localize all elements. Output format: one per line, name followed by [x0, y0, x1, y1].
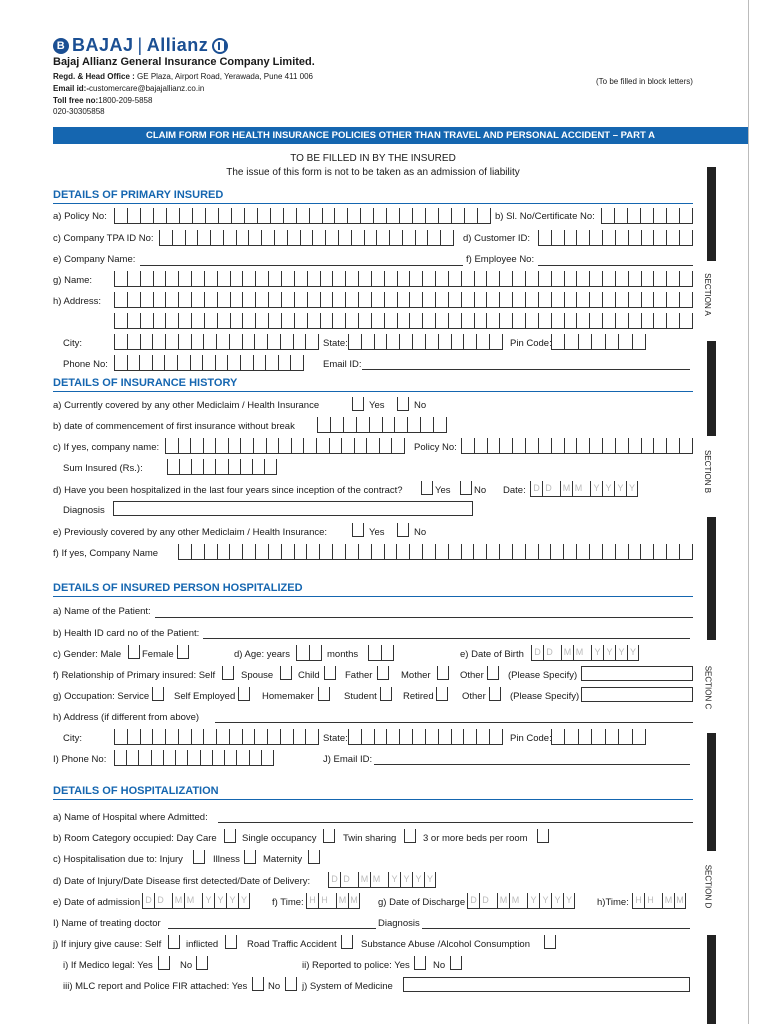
- b-policy-no-label: Policy No:: [414, 442, 457, 453]
- patient-name-label: a) Name of the Patient:: [53, 606, 151, 617]
- system-medicine-box[interactable]: [403, 977, 690, 992]
- covered-no-checkbox[interactable]: [397, 397, 409, 411]
- rel-mother-label: Mother: [401, 670, 431, 681]
- rel-father-checkbox[interactable]: [377, 666, 389, 680]
- section-b-label: SECTION B: [703, 449, 713, 494]
- hospitalized-date-label: Date:: [503, 485, 526, 496]
- police-no-checkbox[interactable]: [450, 956, 462, 970]
- occ-self-employed-checkbox[interactable]: [238, 687, 250, 701]
- hospitalized-label: d) Have you been hospitalized in the last four years since inception of the contract?: [53, 485, 403, 496]
- b-company-name-boxes[interactable]: [165, 438, 405, 454]
- occ-other-checkbox[interactable]: [489, 687, 501, 701]
- medico-no-checkbox[interactable]: [196, 956, 208, 970]
- section-c-rule: [53, 596, 693, 597]
- section-d-bar-bottom: [707, 935, 716, 1024]
- c-city-label: City:: [63, 733, 82, 744]
- dob-boxes[interactable]: D D M M Y Y Y Y: [531, 645, 639, 661]
- hospital-name-line[interactable]: [218, 822, 693, 823]
- room-single-checkbox[interactable]: [323, 829, 335, 843]
- d-diagnosis-label: Diagnosis: [378, 918, 420, 929]
- employee-no-line[interactable]: [538, 265, 693, 266]
- office-line: [53, 72, 313, 81]
- phone-boxes[interactable]: [114, 355, 304, 371]
- occ-retired-label: Retired: [403, 691, 434, 702]
- logo-text-left: BAJAJ: [72, 35, 134, 55]
- medico-no-label: No: [180, 960, 193, 971]
- c-address-line[interactable]: [215, 722, 693, 723]
- bajaj-logo-icon: B: [53, 38, 69, 54]
- room-twin-label: Twin sharing: [343, 833, 397, 844]
- hospitalized-yes-checkbox[interactable]: [421, 481, 433, 495]
- hospitalized-no-label: No: [474, 485, 487, 496]
- rel-mother-checkbox[interactable]: [437, 666, 449, 680]
- c-state-boxes[interactable]: [348, 729, 503, 745]
- section-d-rule: [53, 799, 693, 800]
- c-phone-label: I) Phone No:: [53, 754, 107, 765]
- c-pin-code-boxes[interactable]: [551, 729, 646, 745]
- hospital-name-label: a) Name of Hospital where Admitted:: [53, 812, 208, 823]
- due-illness-checkbox[interactable]: [244, 850, 256, 864]
- company-name-label: e) Company Name:: [53, 254, 136, 265]
- gender-female-label: Female: [142, 649, 174, 660]
- patient-name-line[interactable]: [155, 617, 693, 618]
- email-id-line[interactable]: [362, 369, 690, 370]
- diagnosis-box[interactable]: [113, 501, 473, 516]
- hospitalized-yes-label: Yes: [435, 485, 451, 496]
- due-injury-label: c) Hospitalisation due to: Injury: [53, 854, 183, 865]
- c-pin-code-label: Pin Code:: [510, 733, 552, 744]
- sum-insured-boxes[interactable]: [167, 459, 277, 475]
- tollfree-value: 1800-209-5858: [98, 96, 153, 105]
- rel-specify-box[interactable]: [581, 666, 693, 681]
- email-line: [53, 84, 204, 93]
- admission-time-boxes[interactable]: H H M M: [306, 893, 360, 909]
- tollfree-line: [53, 96, 152, 105]
- rel-spouse-checkbox[interactable]: [280, 666, 292, 680]
- mlc-yes-checkbox[interactable]: [252, 977, 264, 991]
- intro-line-2: The issue of this form is not to be taken as an admission of liability: [226, 167, 520, 178]
- email-value: customercare@bajajallianz.co.in: [89, 84, 205, 93]
- c-phone-boxes[interactable]: [114, 750, 274, 766]
- mlc-no-checkbox[interactable]: [285, 977, 297, 991]
- page-edge: [748, 0, 749, 1024]
- commencement-label: b) date of commencement of first insurance without break: [53, 421, 295, 432]
- section-a-rule: [53, 203, 693, 204]
- diagnosis-label: Diagnosis: [63, 505, 105, 516]
- occupation-label: g) Occupation: Service: [53, 691, 150, 702]
- state-label: State:: [323, 338, 348, 349]
- gender-male-checkbox[interactable]: [128, 645, 140, 659]
- tpa-id-boxes[interactable]: [159, 230, 454, 246]
- sl-no-boxes[interactable]: [601, 208, 693, 224]
- section-c-label: SECTION C: [703, 665, 713, 710]
- doctor-label: I) Name of treating doctor: [53, 918, 161, 929]
- rel-child-label: Child: [298, 670, 320, 681]
- cause-road-checkbox[interactable]: [341, 935, 353, 949]
- due-maternity-checkbox[interactable]: [308, 850, 320, 864]
- occ-service-checkbox[interactable]: [152, 687, 164, 701]
- cause-inflicted-checkbox[interactable]: [225, 935, 237, 949]
- age-months-boxes[interactable]: [368, 645, 394, 661]
- relationship-label: f) Relationship of Primary insured: Self: [53, 670, 216, 681]
- section-c-title: DETAILS OF INSURED PERSON HOSPITALIZED: [53, 582, 303, 594]
- previously-yes-checkbox[interactable]: [352, 523, 364, 537]
- pin-code-label: Pin Code:: [510, 338, 552, 349]
- room-daycare-label: b) Room Category occupied: Day Care: [53, 833, 217, 844]
- section-d-label: SECTION D: [703, 864, 713, 909]
- c-email-label: J) Email ID:: [323, 754, 373, 765]
- rel-other-checkbox[interactable]: [487, 666, 499, 680]
- previously-yes-label: Yes: [369, 527, 385, 538]
- cause-inflicted-label: inflicted: [186, 939, 219, 950]
- age-years-label: d) Age: years: [234, 649, 290, 660]
- covered-label: a) Currently covered by any other Mediclaim / Health Insurance: [53, 400, 320, 411]
- block-letters-note: (To be filled in block letters): [596, 77, 693, 86]
- due-injury-checkbox[interactable]: [193, 850, 205, 864]
- previously-no-checkbox[interactable]: [397, 523, 409, 537]
- section-a-bar-bottom: [707, 341, 716, 436]
- previously-no-label: No: [414, 527, 427, 538]
- policy-no-label: a) Policy No:: [53, 211, 107, 222]
- mlc-no-label: No: [268, 981, 281, 992]
- section-d-title: DETAILS OF HOSPITALIZATION: [53, 785, 219, 797]
- covered-yes-label: Yes: [369, 400, 385, 411]
- section-a-title: DETAILS OF PRIMARY INSURED: [53, 189, 224, 201]
- gender-male-label: c) Gender: Male: [53, 649, 122, 660]
- hospitalized-date-boxes[interactable]: D D M M Y Y Y Y: [530, 481, 638, 497]
- office-address: GE Plaza, Airport Road, Yerawada, Pune 411 006: [137, 72, 314, 81]
- health-id-label: b) Health ID card no of the Patient:: [53, 628, 200, 639]
- discharge-date-boxes[interactable]: D D M M Y Y Y Y: [467, 893, 575, 909]
- rel-spouse-label: Spouse: [241, 670, 274, 681]
- rel-specify-label: (Please Specify): [508, 670, 578, 681]
- customer-id-label: d) Customer ID:: [463, 233, 531, 244]
- company-name-line[interactable]: [140, 265, 463, 266]
- injury-cause-label: j) If injury give cause: Self: [53, 939, 162, 950]
- phone-line: 020-30305858: [53, 107, 105, 116]
- company-name: Bajaj Allianz General Insurance Company Limited.: [53, 56, 315, 68]
- pin-code-boxes[interactable]: [551, 334, 646, 350]
- b-policy-no-boxes[interactable]: [461, 438, 693, 454]
- admission-time-label: f) Time:: [272, 897, 304, 908]
- city-label: City:: [63, 338, 82, 349]
- room-daycare-checkbox[interactable]: [224, 829, 236, 843]
- c-email-line[interactable]: [374, 764, 690, 765]
- state-boxes[interactable]: [348, 334, 503, 350]
- city-boxes[interactable]: [114, 334, 319, 350]
- gender-female-checkbox[interactable]: [177, 645, 189, 659]
- tpa-id-label: c) Company TPA ID No:: [53, 233, 154, 244]
- tollfree-label: Toll free no:: [53, 96, 99, 105]
- if-yes-company-boxes[interactable]: [178, 544, 693, 560]
- cause-self-checkbox[interactable]: [168, 935, 180, 949]
- covered-no-label: No: [414, 400, 427, 411]
- occ-homemaker-checkbox[interactable]: [318, 687, 330, 701]
- logo-text-right: Allianz: [146, 35, 209, 55]
- occ-student-label: Student: [344, 691, 377, 702]
- occ-other-label: Other: [462, 691, 486, 702]
- section-a-label: SECTION A: [702, 273, 712, 316]
- address-boxes-2[interactable]: [114, 313, 693, 329]
- age-years-boxes[interactable]: [296, 645, 322, 661]
- office-label: Regd. & Head Office :: [53, 72, 135, 81]
- b-company-name-label: c) If yes, company name:: [53, 442, 160, 453]
- discharge-time-label: h)Time:: [597, 897, 629, 908]
- date-injury-boxes[interactable]: D D M M Y Y Y Y: [328, 872, 436, 888]
- due-maternity-label: Maternity: [263, 854, 303, 865]
- occ-self-employed-label: Self Employed: [174, 691, 236, 702]
- phone-label: Phone No:: [63, 359, 108, 370]
- admission-date-label: e) Date of admission: [53, 897, 141, 908]
- police-label: ii) Reported to police: Yes: [302, 960, 410, 971]
- system-medicine-label: j) System of Medicine: [302, 981, 393, 992]
- c-address-label: h) Address (if different from above): [53, 712, 200, 723]
- previously-covered-label: e) Previously covered by any other Mediclaim / Health Insurance:: [53, 527, 328, 538]
- doctor-line[interactable]: [168, 928, 376, 929]
- occ-retired-checkbox[interactable]: [436, 687, 448, 701]
- c-city-boxes[interactable]: [114, 729, 319, 745]
- employee-no-label: f) Employee No:: [466, 254, 535, 265]
- cause-road-label: Road Traffic Accident: [247, 939, 337, 950]
- d-diagnosis-line[interactable]: [422, 928, 690, 929]
- intro-line-1: TO BE FILLED IN BY THE INSURED: [290, 153, 456, 164]
- company-logo: [53, 35, 228, 56]
- c-state-label: State:: [323, 733, 348, 744]
- police-yes-checkbox[interactable]: [414, 956, 426, 970]
- date-injury-label: d) Date of Injury/Date Disease first detected/Date of Delivery:: [53, 876, 311, 887]
- sl-no-label: b) Sl. No/Certificate No:: [495, 211, 595, 222]
- email-label: Email id:-: [53, 84, 90, 93]
- medico-legal-label: i) If Medico legal: Yes: [63, 960, 153, 971]
- cause-substance-checkbox[interactable]: [544, 935, 556, 949]
- covered-yes-checkbox[interactable]: [352, 397, 364, 411]
- due-illness-label: Illness: [213, 854, 240, 865]
- age-months-label: months: [327, 649, 359, 660]
- rel-other-label: Other: [460, 670, 484, 681]
- name-boxes[interactable]: [114, 271, 693, 287]
- section-b-rule: [53, 391, 693, 392]
- if-yes-company-label: f) If yes, Company Name: [53, 548, 159, 559]
- dob-label: e) Date of Birth: [460, 649, 524, 660]
- policy-no-boxes[interactable]: [114, 208, 491, 224]
- police-no-label: No: [433, 960, 446, 971]
- hospitalized-no-checkbox[interactable]: [460, 481, 472, 495]
- allianz-logo-icon: [212, 38, 228, 54]
- room-twin-checkbox[interactable]: [404, 829, 416, 843]
- discharge-time-boxes[interactable]: H H M M: [632, 893, 686, 909]
- sum-insured-label: Sum Insured (Rs.):: [63, 463, 143, 474]
- address-label: h) Address:: [53, 296, 102, 307]
- occ-specify-label: (Please Specify): [510, 691, 580, 702]
- medico-yes-checkbox[interactable]: [158, 956, 170, 970]
- logo-separator: |: [137, 35, 143, 55]
- room-single-label: Single occupancy: [242, 833, 317, 844]
- email-id-label: Email ID:: [323, 359, 362, 370]
- cause-substance-label: Substance Abuse /Alcohol Consumption: [361, 939, 530, 950]
- discharge-date-label: g) Date of Discharge: [378, 897, 466, 908]
- address-boxes-1[interactable]: [114, 292, 693, 308]
- commencement-date-boxes[interactable]: [317, 417, 447, 433]
- occ-homemaker-label: Homemaker: [262, 691, 314, 702]
- form-banner: CLAIM FORM FOR HEALTH INSURANCE POLICIES OTHER THAN TRAVEL AND PERSONAL ACCIDENT – PART A: [53, 127, 748, 144]
- name-label: g) Name:: [53, 275, 93, 286]
- room-three-checkbox[interactable]: [537, 829, 549, 843]
- admission-date-boxes[interactable]: D D M M Y Y Y Y: [142, 893, 250, 909]
- section-b-bar-bottom: [707, 517, 716, 640]
- rel-self-checkbox[interactable]: [222, 666, 234, 680]
- rel-child-checkbox[interactable]: [324, 666, 336, 680]
- customer-id-boxes[interactable]: [538, 230, 693, 246]
- section-a-bar-top: [707, 167, 716, 261]
- rel-father-label: Father: [345, 670, 373, 681]
- health-id-line[interactable]: [203, 638, 690, 639]
- occ-student-checkbox[interactable]: [380, 687, 392, 701]
- section-c-bar-bottom: [707, 733, 716, 851]
- section-b-title: DETAILS OF INSURANCE HISTORY: [53, 377, 238, 389]
- mlc-label: iii) MLC report and Police FIR attached: Yes: [63, 981, 248, 992]
- occ-specify-box[interactable]: [581, 687, 693, 702]
- room-three-label: 3 or more beds per room: [423, 833, 528, 844]
